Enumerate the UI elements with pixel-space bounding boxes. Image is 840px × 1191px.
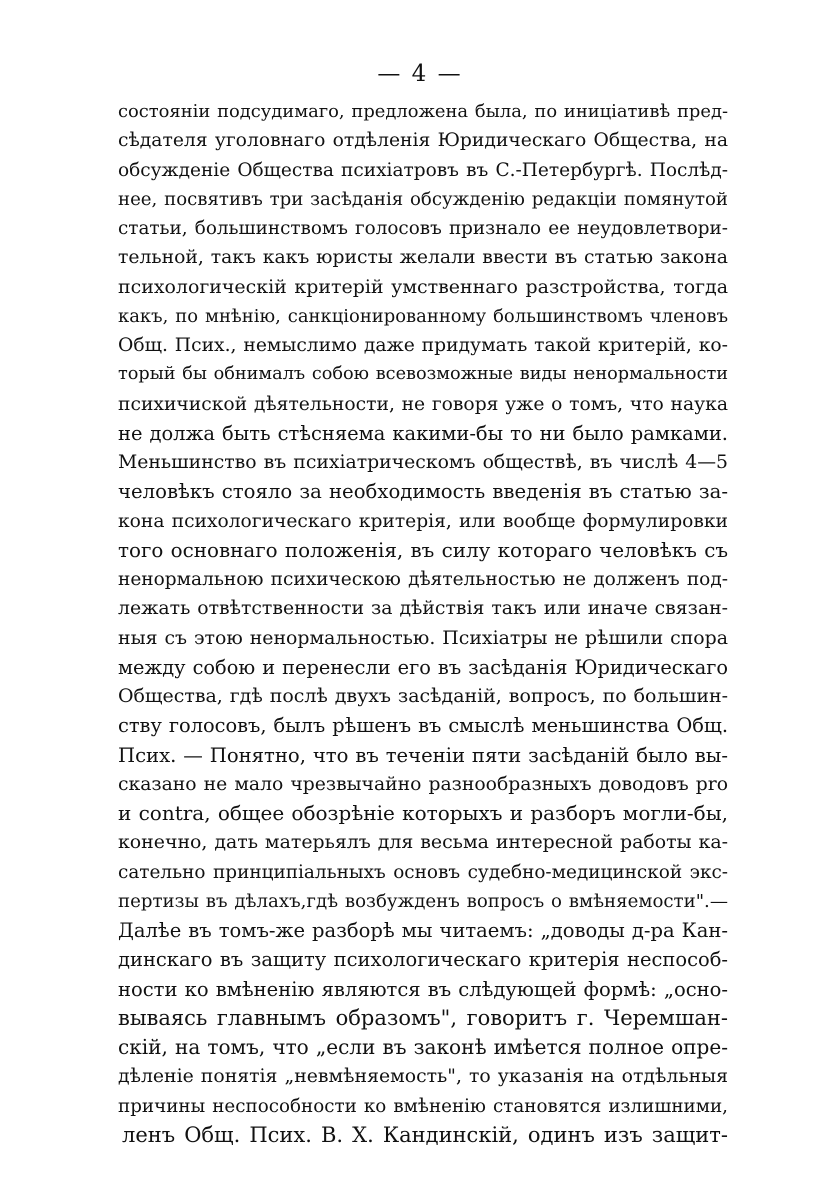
text-line: ности ко вмѣненію являются въ слѣдующей формѣ: „осно- [118, 977, 728, 1001]
text-line: сказано не мало чрезвычайно разнообразныхъ доводовъ pro [118, 773, 728, 795]
text-line: ненормальною психическою дѣятельностью не долженъ под- [118, 569, 728, 590]
text-line: скій, на томъ, что „если въ законѣ имѣется полное опре- [118, 1035, 728, 1059]
text-line: пертизы въ дѣлахъ,гдѣ возбужденъ вопросъ о вмѣняемости".— [118, 890, 728, 912]
text-line: ленъ Общ. Псих. В. Х. Кандинскій, одинъ изъ защит- [122, 1122, 728, 1147]
text-line: между собою и перенесли его въ засѣданія Юридическаго [118, 655, 728, 679]
text-line: причины неспособности ко вмѣненію становятся излишними, [118, 1095, 728, 1117]
text-line: сѣдателя уголовнаго отдѣленія Юридическаго Общества, на [118, 130, 728, 152]
text-line: человѣкъ стояло за необходимость введенія въ статью за- [118, 480, 728, 504]
text-line: того основнаго положенія, въ силу котораго человѣкъ съ [118, 538, 728, 562]
text-line: тельной, такъ какъ юристы желали ввести въ статью закона [118, 247, 728, 269]
text-line: Общ. Псих., немыслимо даже придумать такой критерій, ко- [118, 335, 728, 356]
text-line: Меньшинство въ психіатрическомъ обществѣ, въ числѣ 4—5 [118, 452, 728, 473]
text-line: Общества, гдѣ послѣ двухъ засѣданій, вопросъ, по большин- [118, 685, 728, 707]
text-line: динскаго въ защиту психологическаго критерія неспособ- [118, 948, 728, 972]
text-line: нее, посвятивъ три засѣданія обсужденію редакціи помянутой [118, 188, 728, 210]
text-line: Далѣе въ томъ-же разборѣ мы читаемъ: „доводы д-ра Кан- [118, 919, 728, 942]
page-number: — 4 — [377, 61, 463, 87]
text-line: торый бы обнималъ собою всевозможные виды ненормальности [118, 364, 728, 385]
text-line: сательно принципіальныхъ основъ судебно-медицинской экс- [118, 861, 728, 883]
text-line: психологическій критерій умственнаго разстройства, тогда [118, 275, 728, 298]
text-line: дѣленіе понятія „невмѣняемость", то указанія на отдѣльныя [118, 1066, 728, 1088]
text-line: Псих. — Понятно, что въ теченіи пяти засѣданій было вы- [118, 743, 728, 767]
text-line: ныя съ этою ненормальностью. Психіатры не рѣшили спора [118, 626, 728, 649]
text-line: не должа быть стѣсняема какими-бы то ни было рамками. [118, 421, 728, 445]
text-line: какъ, по мнѣнію, санкціонированному большинствомъ членовъ [118, 305, 728, 327]
text-line: кона психологическаго критерія, или вообще формулировки [118, 510, 728, 532]
text-line: обсужденіе Общества психіатровъ въ С.-Петербургѣ. Послѣд- [118, 159, 728, 181]
text-line: и contra, общее обозрѣніе которыхъ и разборъ могли-бы, [118, 801, 728, 825]
text-line: статьи, большинствомъ голосовъ признало ее неудовлетвори- [118, 218, 728, 239]
text-line: состояніи подсудимаго, предложена была, по иниціативѣ пред- [118, 101, 728, 122]
text-line: конечно, дать матерьялъ для весьма интересной работы ка- [118, 831, 728, 854]
text-line: психичиской дѣятельности, не говоря уже о томъ, что наука [118, 393, 728, 415]
text-line: лежать отвѣтственности за дѣйствія такъ или иначе связан- [118, 598, 728, 620]
body-text [118, 97, 728, 1150]
text-line: ству голосовъ, былъ рѣшенъ въ смыслѣ меньшинства Общ. [118, 714, 728, 738]
text-line: вываясь главнымъ образомъ", говоритъ г. Черемшан- [118, 1005, 728, 1030]
